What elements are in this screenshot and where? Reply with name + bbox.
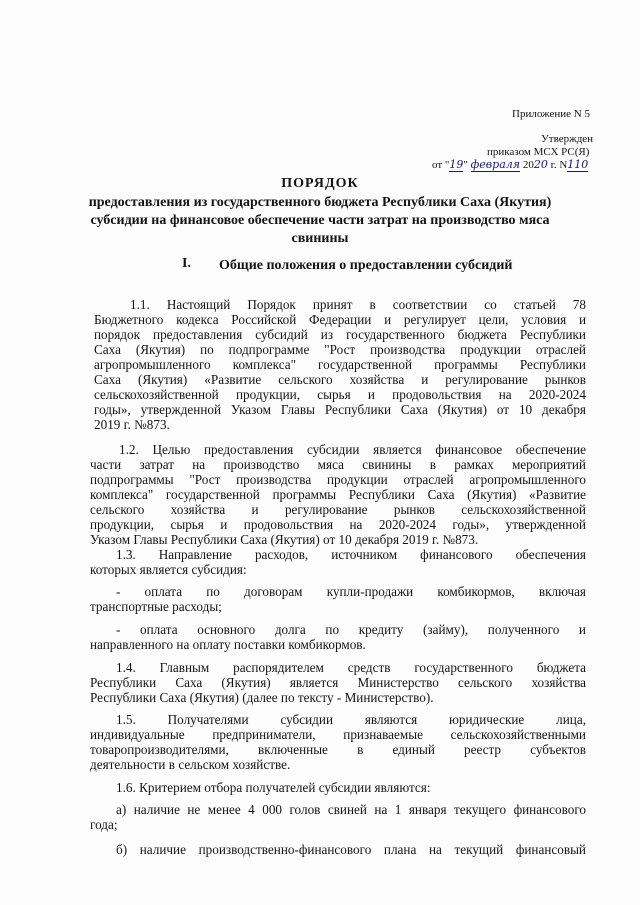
body-line: 1.5. Получателями субсидии являются юридические лица, [116,712,586,727]
body-line: порядок предоставления субсидий из государственного бюджета Республики [94,327,586,342]
date-quote: " [463,159,468,171]
body-line: товаропроизводителями, включенные в единый реестр субъектов [90,742,586,757]
document-subtitle-line-1: предоставления из государственного бюджета Республики Саха (Якутия) [88,195,552,210]
body-line: годы», утвержденной Указом Главы Республики Саха (Якутия) от 10 декабря [94,402,586,417]
body-line: транспортные расходы; [90,599,222,614]
body-line: комплекса" государственной программы Республики Саха (Якутия) «Развитие [90,487,586,502]
date-day: 19 [449,158,464,171]
body-line: Бюджетного кодекса Российской Федерации и регулирует цели, условия и [94,312,586,327]
date-number: 110 [567,158,589,171]
section-title: Общие положения о предоставлении субсидий [219,258,513,273]
order-date [432,158,588,172]
body-line: 1.2. Целью предоставления субсидии является финансовое обеспечение [119,442,586,457]
body-line: агропромышленного комплекса" государственной программы Республики [94,357,586,372]
body-line: сельского хозяйства и регулирование рынков сельскохозяйственной [90,502,586,517]
body-line: сельскохозяйственной продукции, сырья и продовольствия на 2020-2024 [94,387,586,402]
body-line: 1.3. Направление расходов, источником финансового обеспечения [116,547,586,562]
body-line: года; [90,817,118,832]
body-line: 2019 г. №873. [94,417,170,432]
date-year-part2: 20 [533,158,548,171]
date-month: февраля [470,158,521,171]
date-year-part1: 20 [522,159,534,171]
section-number: I. [182,256,191,271]
body-line: - оплата основного долга по кредиту (займу), полученного и [116,622,586,637]
body-line: 1.1. Настоящий Порядок принят в соответствии со статьей 78 [130,297,586,312]
document-subtitle-line-3: свинины [291,231,349,246]
body-line: Указом Главы Республики Саха (Якутия) от 10 декабря 2019 г. №873. [90,532,479,547]
body-line: Саха (Якутия) «Развитие сельского хозяйства и регулирование рынков [94,372,586,387]
approved-label: Утвержден [541,133,594,145]
body-line: б) наличие производственно-финансового плана на текущий финансовый [116,842,586,857]
body-line: 1.6. Критерием отбора получателей субсидии являются: [116,780,431,795]
document-subtitle-line-2: субсидии на финансовое обеспечение части затрат на производство мяса [90,213,550,228]
body-line: продукции, сырья и продовольствия на 2020-2024 годы», утвержденной [90,517,586,532]
date-prefix: от " [432,159,450,171]
body-line: Саха (Якутия) по подпрограмме "Рост производства продукции отраслей [94,342,586,357]
date-suffix: г. N [550,159,568,171]
appendix-label: Приложение N 5 [512,108,590,120]
body-line: 1.4. Главным распорядителем средств государственного бюджета [116,660,586,675]
body-line: индивидуальные предприниматели, признаваемые сельскохозяйственными [90,727,586,742]
document-title: ПОРЯДОК [281,176,359,191]
body-line: части затрат на производство мяса свинины в рамках мероприятий [90,457,586,472]
body-line: Республики Саха (Якутия) (далее по тексту - Министерство). [90,690,434,705]
body-line: - оплата по договорам купли-продажи комбикормов, включая [116,584,586,599]
order-label: приказом МСХ РС(Я) [487,146,590,158]
body-line: Республики Саха (Якутия) является Министерство сельского хозяйства [90,675,586,690]
body-line: которых является субсидия: [90,562,247,577]
body-line: деятельности в сельском хозяйстве. [90,757,291,772]
body-line: подпрограммы "Рост производства продукции отраслей агропромышленного [90,472,586,487]
body-line: а) наличие не менее 4 000 голов свиней на 1 января текущего финансового [116,802,586,817]
body-line: направленного на оплату поставки комбикормов. [90,637,366,652]
